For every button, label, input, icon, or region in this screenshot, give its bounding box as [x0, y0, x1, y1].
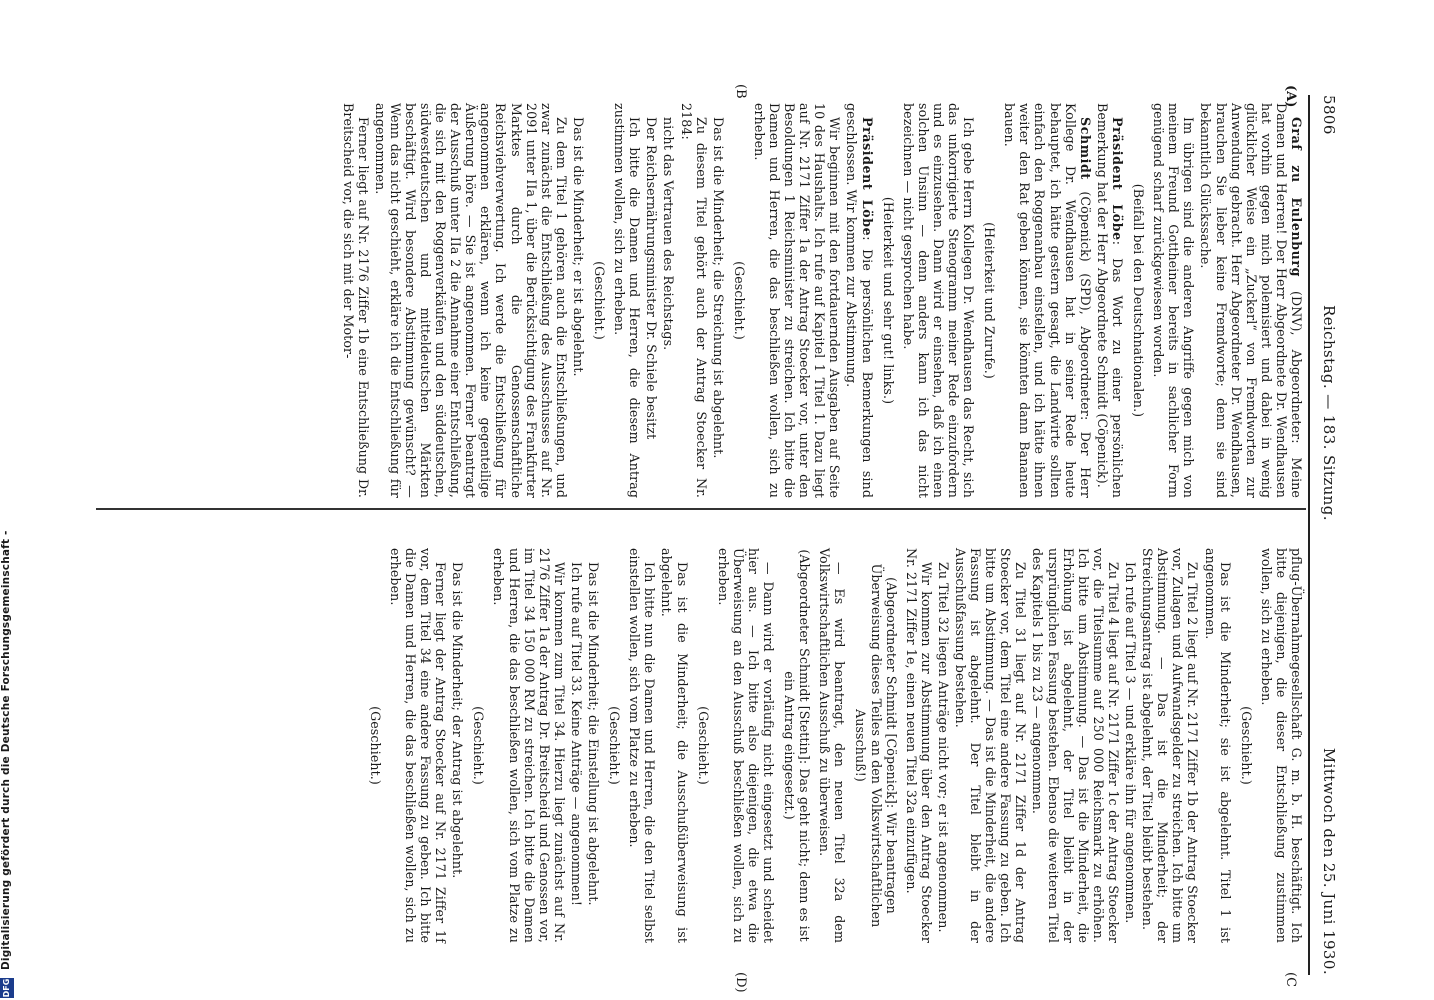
stage-direction: [853, 548, 898, 943]
paragraph: [1095, 103, 1125, 498]
paragraph-text: Das ist die Minderheit; sie ist abgelehnt. Titel 1 ist angenommen.: [1202, 548, 1233, 943]
paragraph-text: — Dann wird er vorläufig nicht eingesetzt und scheidet hier aus. — Ich bitte also diejenigen, die etwa die Überweisung an den Ausschuß beschließen wollen, sich zu erheben.: [715, 548, 776, 943]
paragraph-text: (Heiterkeit und Zurufe.): [982, 222, 998, 379]
paragraph-text: nicht das Vertrauen des Reichstags.: [661, 117, 677, 351]
paragraph-text: Ich gebe Herrn Kollegen Dr. Wendhausen das Recht, sich das unkorrigierte Stenogramm meiner Rede einzufordern und es einzusehen. Dann wird er einsehen, daß ich einen solchen Unsinn — denn anders kann ich das nicht bezeichnen — nicht gesprochen habe.: [900, 103, 977, 498]
paragraph-text: (Geschieht.): [592, 261, 608, 340]
paragraph: [1123, 548, 1138, 943]
paragraph-text: Das ist die Minderheit; die Ausschußüberweisung ist abgelehnt.: [659, 548, 690, 943]
paragraph-text: Das ist die Minderheit; er ist abgelehnt.: [570, 117, 586, 377]
page-number: 5806: [1320, 95, 1338, 135]
paragraph: [644, 103, 659, 498]
digitization-credit: Digitalisierung gefördert durch die Deutsche Forschungsgemeinschaft -: [0, 530, 12, 970]
stage-direction: [471, 548, 486, 943]
paragraph: [904, 548, 934, 943]
stage-direction: [1131, 103, 1146, 498]
paragraph: [901, 103, 976, 498]
right-text-column: [362, 548, 1304, 943]
paragraph-text: Ich rufe auf Titel 33. Keine Anträge — angenommen!: [568, 562, 584, 907]
paragraph-text: Zu Titel 31 liegt auf Nr. 2171 Ziffer 1d der Antrag Stoecker vor, dem Titel eine andere Fassung zu geben. Ich bitte um Abstimmung. — Das ist die Minderheit, die andere Fassung ist abgelehnt. Der Titel bleibt in der Ausschußfassung bestehen.: [953, 548, 1029, 943]
paragraph: [627, 548, 657, 943]
paragraph: [659, 548, 689, 943]
paragraph: [953, 548, 1028, 943]
paragraph-text: (Abgeordneter Schmidt [Stettin]: Das geht nicht; denn es ist ein Antrag eingesetzt.): [782, 549, 813, 942]
paragraph-text: (Geschieht.): [471, 706, 487, 785]
paragraph-text: Ich bitte die Damen und Herren, die diesem Antrag zustimmen wollen, sich zu erheben.: [612, 103, 643, 498]
page-date: Mittwoch den 25. Juni 1930.: [1320, 747, 1338, 975]
paragraph: [678, 103, 708, 498]
paragraph-text: Zu Titel 4 liegt auf Nr. 2171 Ziffer 1c der Antrag Stoecker vor, die Titelsumme auf 250 000 Reichsmark zu erhöhen. Ich bitte um Abstimmung. — Das ist die Minderheit, die Erhöhung ist abgelehnt, der Titel bleibt in der ursprünglichen Fassung bestehen. Ebenso die weiteren Titel des Kapitels 1 bis zu 23 — angenommen.: [1030, 548, 1121, 943]
stage-direction: [607, 548, 622, 943]
paragraph: [752, 103, 843, 498]
stage-direction: [1239, 548, 1254, 943]
paragraph: [1030, 548, 1121, 943]
paragraph-text: (Heiterkeit und sehr gut! links.): [880, 196, 896, 405]
stage-direction: [696, 548, 711, 943]
paragraph-text: Das ist die Minderheit; der Antrag ist abgelehnt.: [450, 562, 466, 879]
margin-marker-b: (B: [733, 84, 748, 99]
stage-direction: [982, 103, 997, 498]
paragraph-text: Zu Titel 2 liegt auf Nr. 2171 Ziffer 1b der Antrag Stoecker vor, Zulagen und Aufwandsgelder zu streichen. Ich bitte um Abstimmung. — Das ist die Minderheit; der Streichungsantrag ist abgelehnt, der Titel bleibt bestehen.: [1140, 548, 1201, 943]
paragraph-text: (Geschieht.): [695, 706, 711, 785]
margin-marker-c: (C: [1283, 972, 1298, 988]
stage-direction: [368, 548, 383, 943]
paragraph-text: (Geschieht.): [1238, 706, 1254, 785]
margin-marker-a: (A): [1283, 85, 1298, 108]
paragraph-text: (Abgeordneter Schmidt [Cöpenick]: Wir beantragen Überweisung dieses Teiles an den Volkswirtschaftlichen Ausschuß!): [853, 563, 899, 928]
paragraph: [612, 103, 642, 498]
stage-direction: [881, 103, 896, 498]
paragraph-text: Ferner liegt der Antrag Stoecker auf Nr. 2171 Ziffer 1f vor, dem Titel 34 eine andere Fassung zu geben. Ich bitte die Damen und Herren, die das beschließen wollen, sich zu erheben.: [387, 548, 449, 943]
paragraph-text: (Cöpenick) (SPD), Abgeordneter: Der Herr Kollege Dr. Wendhausen hat in seiner Rede heute behauptet, ich hätte gestern gesagt, die Landwirte sollten einfach den Roggenanbau einstellen, und ich hätte ihnen weiter den Rat geben können, sie könnten dann Bananen bauen.: [1002, 103, 1093, 498]
paragraph: [569, 548, 584, 943]
page-header: [1316, 95, 1340, 975]
paragraph: [571, 103, 586, 498]
paragraph-text: pflug-Übernahmegesellschaft G. m. b. H. beschäftigt. Ich bitte diejenigen, die dieser Entschließung zustimmen wollen, sich zu erheben.: [1258, 548, 1304, 943]
paragraph-text: (Geschieht.): [367, 706, 383, 785]
paragraph: [817, 548, 847, 943]
paragraph: [936, 548, 951, 943]
paragraph: [711, 103, 726, 498]
paragraph-text: Ich bitte nun die Damen und Herren, die den Titel selbst einstellen wollen, sich vom Platze zu erheben.: [627, 548, 658, 943]
paragraph: [716, 548, 776, 943]
paragraph: [1198, 103, 1304, 498]
speaker-name: Präsident Löbe: [859, 117, 875, 237]
column-divider: [96, 508, 1306, 510]
paragraph: [1259, 548, 1304, 943]
paragraph: [1140, 548, 1200, 943]
paragraph-text: (DNV), Abgeordneter: Meine Damen und Herren! Der Herr Abgeordnete Dr. Wendhausen hat vorhin gegen mich polemisiert und dabei in wenig glücklicher Weise ein „Zuckerl“ von Fremdworten zur Anwendung gebracht. Herr Abgeordneter Dr. Wendhausen, brauchen Sie lieber keine Fremdworte; denn sie sind bekanntlich Glückssache.: [1198, 103, 1304, 498]
paragraph: [450, 548, 465, 943]
speaker-name: Schmidt: [1077, 117, 1093, 180]
paragraph-text: Wir kommen zum Titel 34. Hierzu liegt zunächst auf Nr. 2176 Ziffer 1a der Antrag Dr. Breitscheid und Genossen vor, im Titel 34 150 000 RM zu streichen. Ich bitte die Damen und Herren, die das beschließen wollen, sich vom Platze zu erheben.: [491, 548, 567, 943]
header-rule: [1308, 95, 1310, 975]
page-title: Reichstag. — 183. Sitzung.: [1320, 305, 1338, 521]
paragraph: [491, 548, 566, 943]
speaker-name: Graf zu Eulenburg: [1289, 117, 1304, 278]
paragraph-text: Zu Titel 32 liegen Anträge nicht vor; er ist angenommen.: [935, 562, 951, 933]
speaker-name: Präsident Löbe: [1109, 117, 1125, 241]
paragraph: [1151, 103, 1196, 498]
paragraph-text: (Geschieht.): [607, 706, 623, 785]
paragraph-text: Ich rufe auf Titel 3 — und erkläre ihn für angenommen.: [1123, 562, 1139, 924]
paragraph-text: (Beifall bei den Deutschnationalen.): [1131, 183, 1147, 418]
paragraph-text: Das ist die Minderheit; die Einstellung ist abgelehnt.: [586, 562, 602, 906]
paragraph: [1202, 548, 1232, 943]
paragraph-text: — Es wird beantragt, den neuen Titel 32a dem Volkswirtschaftlichen Ausschuß zu überweisen.: [817, 548, 848, 943]
stage-direction: [732, 103, 747, 498]
paragraph: [388, 548, 448, 943]
paragraph-text: Wir beginnen mit den fortdauernden Ausgaben auf Seite 10 des Haushalts. Ich rufe auf Kapitel 1 Titel 1. Dazu liegt auf Nr. 2171 Ziffer 1a der Antrag Stoecker vor, unter den Besoldungen 1 Reichsminister zu streichen. Ich bitte die Damen und Herren, die das beschließen wollen, sich zu erheben.: [751, 103, 843, 498]
paragraph-text: (Geschieht.): [731, 261, 747, 340]
paragraph-text: Zu diesem Titel gehört auch der Antrag Stoecker Nr. 2184:: [678, 103, 709, 498]
paragraph-text: Ferner liegt auf Nr. 2176 Ziffer 1b eine Entschließung Dr. Breitscheid vor, die sich mit der Motor-: [340, 103, 371, 498]
paragraph: [661, 103, 676, 498]
paragraph-text: Im übrigen sind die anderen Angriffe gegen mich von meinem Freund Gottheiner bereits in sachlicher Form genügend scharf zurückgewiesen worden.: [1151, 103, 1197, 498]
margin-marker-d: (D): [733, 972, 748, 993]
dfg-logo: DFG: [0, 978, 14, 998]
paragraph-text: Das ist die Minderheit; die Streichung ist abgelehnt.: [710, 117, 726, 459]
left-text-column: [338, 103, 1304, 498]
paragraph: [844, 103, 874, 498]
paragraph-text: : Das Wort zu einer persönlichen Bemerkung hat der Herr Abgeordnete Schmidt (Cöpenick).: [1094, 103, 1125, 498]
paragraph-text: Wir kommen zur Abstimmung über den Antrag Stoecker Nr. 2171 Ziffer 1e, einen neuen Titel 32a einzufügen.: [903, 548, 934, 943]
stage-direction: [592, 103, 607, 498]
paragraph-text: Der Reichsernährungsminister Dr. Schiele besitzt: [644, 117, 660, 440]
paragraph: [586, 548, 601, 943]
paragraph: [1002, 103, 1093, 498]
paragraph: [373, 103, 569, 498]
stage-direction: [782, 548, 812, 943]
paragraph: [340, 103, 370, 498]
paragraph-text: : Die persönlichen Bemerkungen sind geschlossen. Wir kommen zur Abstimmung.: [844, 103, 875, 498]
paragraph-text: Zu dem Titel 1 gehören auch die Entschließungen, und zwar zunächst die Entschließung des Ausschusses auf Nr. 2091 unter IIa 1, über die Berücksichtigung des Frankfurter Marktes durch die Genossenschaftliche Reichsviehverwertung. Ich werde die Entschließung für angenommen erklären, wenn ich keine gegenteilige Äußerung höre. — Sie ist angenommen. Ferner beantragt der Ausschuß unter IIa 2 die Annahme einer Entschließung, die sich mit den Roggenverkäufen und den süddeutschen, südwestdeutschen und mitteldeutschen Märkten beschäftigt. Wird besondere Abstimmung gewünscht? — Wenn das nicht geschieht, erkläre ich die Entschließung für angenommen.: [372, 103, 569, 498]
